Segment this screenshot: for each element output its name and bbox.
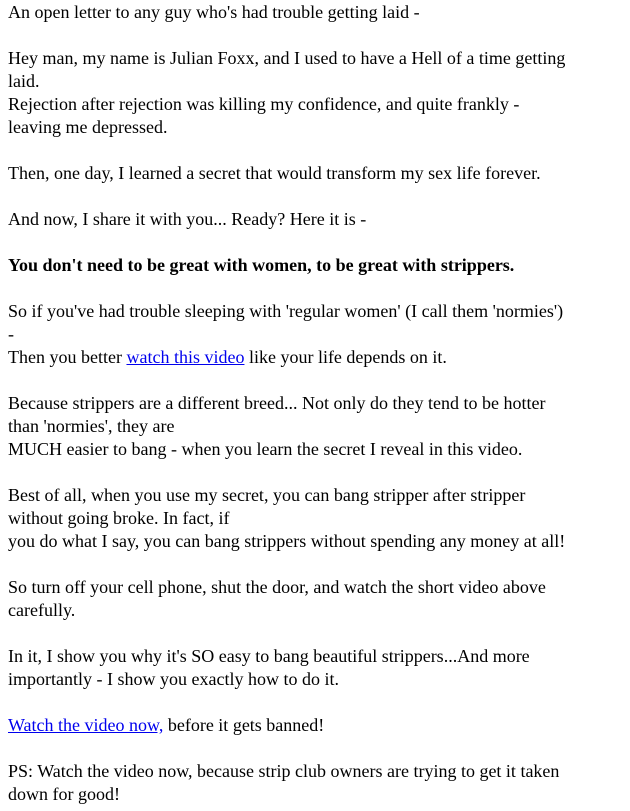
text-line: laid. bbox=[8, 71, 40, 91]
text-line: than 'normies', they are bbox=[8, 416, 175, 436]
text-line: Then, one day, I learned a secret that would transform my sex life forever. bbox=[8, 163, 541, 183]
paragraph-bold-statement bbox=[8, 254, 622, 277]
text-line: So turn off your cell phone, shut the door, and watch the short video above bbox=[8, 577, 546, 597]
text-line: Because strippers are a different breed... Not only do they tend to be hotter bbox=[8, 393, 546, 413]
text-line: In it, I show you why it's SO easy to bang beautiful strippers...And more bbox=[8, 646, 530, 666]
paragraph-best-of-all bbox=[8, 484, 622, 553]
text-line: And now, I share it with you... Ready? Here it is - bbox=[8, 209, 367, 229]
headline-text: An open letter to any guy who's had trouble getting laid - bbox=[8, 2, 420, 22]
paragraph-different-breed bbox=[8, 392, 622, 461]
text-line: Hey man, my name is Julian Foxx, and I used to have a Hell of a time getting bbox=[8, 48, 566, 68]
paragraph-in-it bbox=[8, 645, 622, 691]
text-line: Rejection after rejection was killing my confidence, and quite frankly - bbox=[8, 94, 520, 114]
paragraph-turn-off-phone bbox=[8, 576, 622, 622]
paragraph-watch-now bbox=[8, 714, 622, 737]
text-line: Best of all, when you use my secret, you can bang stripper after stripper bbox=[8, 485, 526, 505]
paragraph-intro bbox=[8, 47, 622, 139]
paragraph-secret bbox=[8, 162, 622, 185]
paragraph-share bbox=[8, 208, 622, 231]
text-segment: before it gets banned! bbox=[163, 715, 325, 735]
text-line: down for good! bbox=[8, 784, 120, 804]
text-segment: like your life depends on it. bbox=[244, 347, 447, 367]
text-line: So if you've had trouble sleeping with 'regular women' (I call them 'normies') bbox=[8, 301, 564, 321]
paragraph-trouble bbox=[8, 300, 622, 369]
watch-the-video-now-link[interactable]: Watch the video now, bbox=[8, 715, 164, 735]
text-line: carefully. bbox=[8, 600, 76, 620]
bold-statement-text: You don't need to be great with women, to be great with strippers. bbox=[8, 255, 515, 275]
text-line: you do what I say, you can bang strippers without spending any money at all! bbox=[8, 531, 566, 551]
text-line: MUCH easier to bang - when you learn the secret I reveal in this video. bbox=[8, 439, 523, 459]
text-line: without going broke. In fact, if bbox=[8, 508, 230, 528]
text-line: - bbox=[8, 324, 14, 344]
text-line: PS: Watch the video now, because strip club owners are trying to get it taken bbox=[8, 761, 560, 781]
paragraph-headline bbox=[8, 1, 622, 24]
text-line-with-link bbox=[8, 714, 622, 737]
text-segment: Then you better bbox=[8, 347, 127, 367]
watch-this-video-link[interactable]: watch this video bbox=[126, 347, 245, 367]
text-line: leaving me depressed. bbox=[8, 117, 168, 137]
text-line-with-link bbox=[8, 346, 622, 369]
text-line: importantly - I show you exactly how to do it. bbox=[8, 669, 339, 689]
paragraph-ps bbox=[8, 760, 622, 806]
